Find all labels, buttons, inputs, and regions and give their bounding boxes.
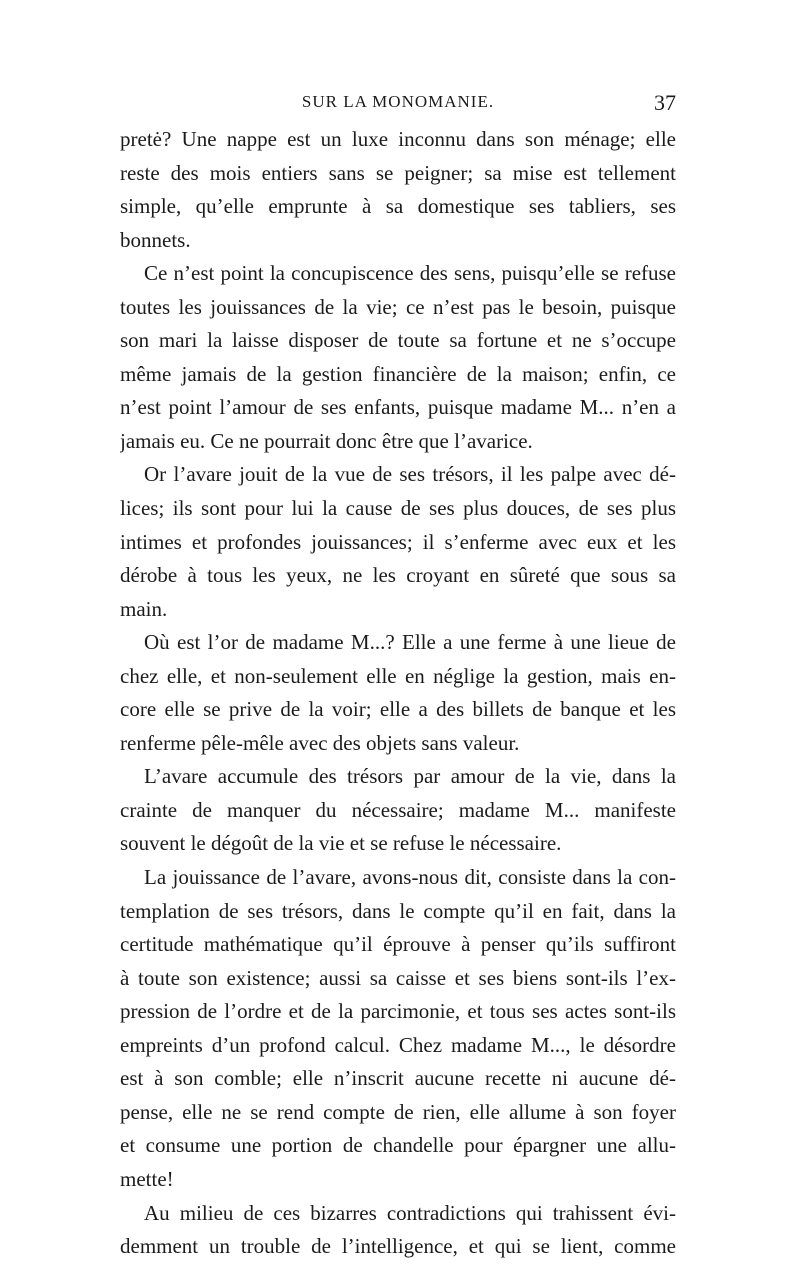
text-line: Au milieu de ces bizarres contradictions qui trahissent évi- <box>144 1200 676 1225</box>
text-line: dérobe à tous les yeux, ne les croyant en sûreté que sous sa <box>120 563 676 588</box>
text-line: chez elle, et non-seulement elle en néglige la gestion, mais en- <box>120 663 676 688</box>
text-line: n’est point l’amour de ses enfants, puisque madame M... n’en a <box>120 395 676 420</box>
text-line: même jamais de la gestion financière de la maison; enfin, ce <box>120 361 676 386</box>
text-line: La jouissance de l’avare, avons-nous dit, consiste dans la con- <box>144 865 676 890</box>
text-line: lices; ils sont pour lui la cause de ses plus douces, de ses plus <box>120 496 676 521</box>
text-line: demment un trouble de l’intelligence, et qui se lient, comme <box>120 1234 676 1259</box>
text-line: simple, qu’elle emprunte à sa domestique ses tabliers, ses <box>120 194 676 219</box>
text-line: renferme pêle-mêle avec des objets sans valeur. <box>120 730 520 755</box>
running-header <box>120 90 676 120</box>
running-title: SUR LA MONOMANIE. <box>301 92 495 111</box>
text-line: crainte de manquer du nécessaire; madame M... manifeste <box>120 797 676 822</box>
text-line: Or l’avare jouit de la vue de ses trésors, il les palpe avec dé- <box>144 462 676 487</box>
text-line: Où est l’or de madame M...? Elle a une ferme à une lieue de <box>144 630 676 655</box>
text-line: intimes et profondes jouissances; il s’enferme avec eux et les <box>120 529 676 554</box>
text-line: empreints d’un profond calcul. Chez madame M..., le désordre <box>120 1032 676 1057</box>
text-line: templation de ses trésors, dans le compte qu’il en fait, dans la <box>120 898 676 923</box>
text-line: et consume une portion de chandelle pour épargner une allu- <box>120 1133 676 1158</box>
text-line: core elle se prive de la voir; elle a des billets de banque et les <box>120 697 676 722</box>
text-line: pretė? Une nappe est un luxe inconnu dans son ménage; elle <box>120 127 676 151</box>
text-line: certitude mathématique qu’il éprouve à penser qu’ils suffiront <box>120 932 676 957</box>
text-line: toutes les jouissances de la vie; ce n’est pas le besoin, puisque <box>120 294 676 319</box>
text-line: bonnets. <box>120 227 191 252</box>
text-line: jamais eu. Ce ne pourrait donc être que l’avarice. <box>120 428 533 453</box>
text-line: reste des mois entiers sans se peigner; sa mise est tellement <box>120 160 676 185</box>
text-line: à toute son existence; aussi sa caisse et ses biens sont-ils l’ex- <box>120 965 676 990</box>
text-line: main. <box>120 596 168 621</box>
text-line: Ce n’est point la concupiscence des sens, puisqu’elle se refuse <box>144 261 676 286</box>
text-line: pression de l’ordre et de la parcimonie, et tous ses actes sont-ils <box>120 999 676 1024</box>
text-line: L’avare accumule des trésors par amour de la vie, dans la <box>144 764 676 789</box>
text-line: est à son comble; elle n’inscrit aucune recette ni aucune dé- <box>120 1066 676 1091</box>
text-line: son mari la laisse disposer de toute sa fortune et ne s’occupe <box>120 328 676 353</box>
text-line: pense, elle ne se rend compte de rien, elle allume à son foyer <box>120 1099 676 1124</box>
text-line: souvent le dégoût de la vie et se refuse le nécessaire. <box>120 831 562 856</box>
text-line: mette! <box>120 1166 174 1191</box>
body-text <box>120 123 676 1264</box>
page-number: 37 <box>654 90 676 115</box>
